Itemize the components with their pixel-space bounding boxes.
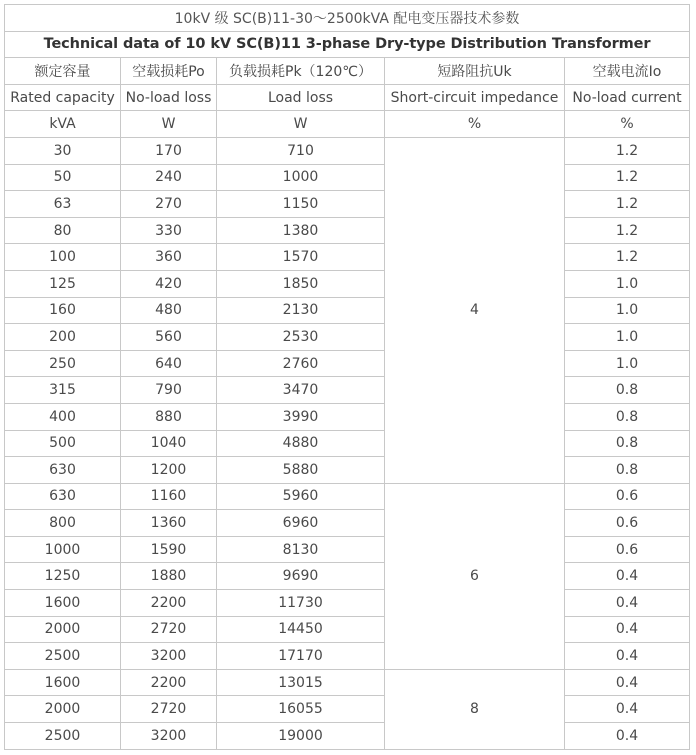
load-loss-cell: 4880	[217, 430, 385, 457]
table-row	[5, 669, 690, 696]
capacity-cell: 63	[5, 191, 121, 218]
table-row	[5, 164, 690, 191]
table-row	[5, 137, 690, 164]
load-loss-cell: 16055	[217, 696, 385, 723]
load-loss-cell: 19000	[217, 723, 385, 750]
load-loss-cell: 17170	[217, 643, 385, 670]
capacity-cell: 1000	[5, 536, 121, 563]
capacity-cell: 630	[5, 457, 121, 484]
noload-loss-cell: 3200	[121, 723, 217, 750]
noload-current-cell: 0.4	[565, 643, 690, 670]
table-row	[5, 217, 690, 244]
load-loss-cell: 8130	[217, 536, 385, 563]
load-loss-cell: 1150	[217, 191, 385, 218]
noload-current-cell: 1.2	[565, 137, 690, 164]
noload-loss-cell: 1360	[121, 510, 217, 537]
capacity-cell: 2500	[5, 723, 121, 750]
table-row	[5, 350, 690, 377]
load-loss-cell: 2530	[217, 324, 385, 351]
unit-noload-loss: W	[121, 111, 217, 138]
units-row	[5, 111, 690, 138]
load-loss-cell: 11730	[217, 590, 385, 617]
noload-current-cell: 1.2	[565, 191, 690, 218]
header-cn-load-loss: 负载损耗Pk（120℃）	[217, 58, 385, 85]
table-row	[5, 590, 690, 617]
noload-current-cell: 1.0	[565, 297, 690, 324]
noload-loss-cell: 270	[121, 191, 217, 218]
load-loss-cell: 1570	[217, 244, 385, 271]
load-loss-cell: 5960	[217, 483, 385, 510]
load-loss-cell: 9690	[217, 563, 385, 590]
table-row	[5, 377, 690, 404]
unit-impedance: %	[385, 111, 565, 138]
capacity-cell: 630	[5, 483, 121, 510]
table-row	[5, 297, 690, 324]
load-loss-cell: 14450	[217, 616, 385, 643]
title-cn: 10kV 级 SC(B)11-30～2500kVA 配电变压器技术参数	[5, 5, 690, 32]
capacity-cell: 125	[5, 270, 121, 297]
noload-current-cell: 1.0	[565, 350, 690, 377]
noload-loss-cell: 2200	[121, 669, 217, 696]
capacity-cell: 2500	[5, 643, 121, 670]
impedance-cell: 6	[385, 483, 565, 669]
noload-current-cell: 1.2	[565, 217, 690, 244]
header-cn-noload-current: 空载电流Io	[565, 58, 690, 85]
noload-loss-cell: 360	[121, 244, 217, 271]
load-loss-cell: 1380	[217, 217, 385, 244]
capacity-cell: 1600	[5, 590, 121, 617]
noload-loss-cell: 880	[121, 403, 217, 430]
capacity-cell: 250	[5, 350, 121, 377]
table-row	[5, 536, 690, 563]
impedance-cell: 8	[385, 669, 565, 749]
load-loss-cell: 710	[217, 137, 385, 164]
capacity-cell: 200	[5, 324, 121, 351]
noload-current-cell: 1.0	[565, 324, 690, 351]
capacity-cell: 315	[5, 377, 121, 404]
capacity-cell: 100	[5, 244, 121, 271]
capacity-cell: 2000	[5, 696, 121, 723]
noload-loss-cell: 1200	[121, 457, 217, 484]
header-en-noload-loss: No-load loss	[121, 84, 217, 111]
table-row	[5, 563, 690, 590]
noload-loss-cell: 560	[121, 324, 217, 351]
unit-capacity: kVA	[5, 111, 121, 138]
table-row	[5, 457, 690, 484]
noload-current-cell: 0.4	[565, 696, 690, 723]
noload-current-cell: 0.4	[565, 723, 690, 750]
noload-current-cell: 0.4	[565, 616, 690, 643]
noload-loss-cell: 790	[121, 377, 217, 404]
load-loss-cell: 5880	[217, 457, 385, 484]
capacity-cell: 2000	[5, 616, 121, 643]
table-row	[5, 244, 690, 271]
load-loss-cell: 3990	[217, 403, 385, 430]
capacity-cell: 400	[5, 403, 121, 430]
table-row	[5, 723, 690, 750]
load-loss-cell: 1850	[217, 270, 385, 297]
table-row	[5, 191, 690, 218]
table-row	[5, 430, 690, 457]
transformer-spec-table-container	[4, 4, 690, 750]
noload-loss-cell: 480	[121, 297, 217, 324]
load-loss-cell: 13015	[217, 669, 385, 696]
noload-loss-cell: 2200	[121, 590, 217, 617]
transformer-spec-table	[4, 4, 690, 750]
header-cn-capacity: 额定容量	[5, 58, 121, 85]
header-en-capacity: Rated capacity	[5, 84, 121, 111]
capacity-cell: 80	[5, 217, 121, 244]
load-loss-cell: 6960	[217, 510, 385, 537]
noload-loss-cell: 640	[121, 350, 217, 377]
header-row-en	[5, 84, 690, 111]
table-row	[5, 616, 690, 643]
table-row	[5, 510, 690, 537]
noload-loss-cell: 1160	[121, 483, 217, 510]
table-row	[5, 270, 690, 297]
noload-loss-cell: 1880	[121, 563, 217, 590]
noload-current-cell: 0.8	[565, 430, 690, 457]
noload-loss-cell: 330	[121, 217, 217, 244]
noload-current-cell: 0.8	[565, 377, 690, 404]
title-row-cn	[5, 5, 690, 32]
unit-load-loss: W	[217, 111, 385, 138]
noload-current-cell: 0.6	[565, 536, 690, 563]
load-loss-cell: 3470	[217, 377, 385, 404]
capacity-cell: 30	[5, 137, 121, 164]
table-row	[5, 696, 690, 723]
noload-loss-cell: 170	[121, 137, 217, 164]
noload-loss-cell: 1590	[121, 536, 217, 563]
noload-current-cell: 0.6	[565, 510, 690, 537]
impedance-cell: 4	[385, 137, 565, 483]
noload-loss-cell: 3200	[121, 643, 217, 670]
noload-current-cell: 0.8	[565, 457, 690, 484]
load-loss-cell: 1000	[217, 164, 385, 191]
title-row-en	[5, 31, 690, 58]
capacity-cell: 50	[5, 164, 121, 191]
load-loss-cell: 2760	[217, 350, 385, 377]
table-row	[5, 643, 690, 670]
header-en-noload-current: No-load current	[565, 84, 690, 111]
noload-current-cell: 1.2	[565, 244, 690, 271]
table-row	[5, 324, 690, 351]
capacity-cell: 160	[5, 297, 121, 324]
capacity-cell: 1250	[5, 563, 121, 590]
noload-loss-cell: 2720	[121, 616, 217, 643]
table-row	[5, 483, 690, 510]
noload-loss-cell: 2720	[121, 696, 217, 723]
table-row	[5, 403, 690, 430]
noload-current-cell: 1.2	[565, 164, 690, 191]
noload-loss-cell: 240	[121, 164, 217, 191]
noload-current-cell: 0.4	[565, 669, 690, 696]
capacity-cell: 1600	[5, 669, 121, 696]
noload-current-cell: 0.8	[565, 403, 690, 430]
header-cn-impedance: 短路阻抗Uk	[385, 58, 565, 85]
header-row-cn	[5, 58, 690, 85]
noload-loss-cell: 1040	[121, 430, 217, 457]
noload-current-cell: 0.6	[565, 483, 690, 510]
header-en-load-loss: Load loss	[217, 84, 385, 111]
unit-noload-current: %	[565, 111, 690, 138]
noload-current-cell: 1.0	[565, 270, 690, 297]
noload-current-cell: 0.4	[565, 563, 690, 590]
noload-current-cell: 0.4	[565, 590, 690, 617]
capacity-cell: 500	[5, 430, 121, 457]
header-en-impedance: Short-circuit impedance	[385, 84, 565, 111]
noload-loss-cell: 420	[121, 270, 217, 297]
title-en: Technical data of 10 kV SC(B)11 3-phase Dry-type Distribution Transformer	[5, 31, 690, 58]
load-loss-cell: 2130	[217, 297, 385, 324]
capacity-cell: 800	[5, 510, 121, 537]
header-cn-noload-loss: 空载损耗Po	[121, 58, 217, 85]
